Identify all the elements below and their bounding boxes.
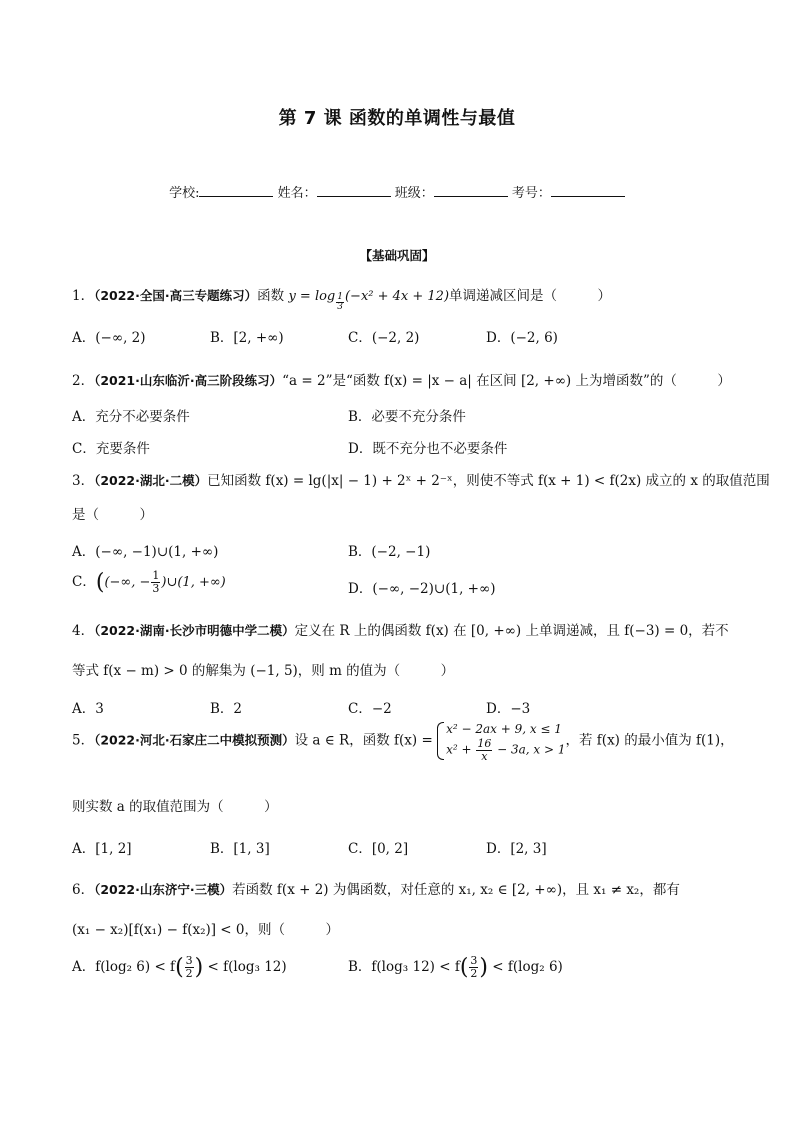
question-5 <box>72 720 734 762</box>
question-2 <box>72 369 731 389</box>
q2-option-b[interactable]: B．必要不充分条件 <box>348 409 466 425</box>
q4-option-c[interactable]: C．−2 <box>348 701 392 717</box>
q3-option-c-paren-open: ( <box>95 570 105 595</box>
q6-option-a-paren-open: ( <box>175 955 184 980</box>
name-blank[interactable] <box>317 184 391 197</box>
q6-option-a-post: < f(log₃ 12) <box>203 959 287 975</box>
exam-number-blank[interactable] <box>551 184 625 197</box>
q3-option-c-pre: (−∞, − <box>104 575 151 590</box>
class-label: 班级： <box>394 186 434 201</box>
q5-piecewise <box>437 720 565 762</box>
q1-option-c[interactable]: C．(−2, 2) <box>348 330 420 346</box>
q1-arg: (−x² + 4x + 12) <box>344 289 450 304</box>
q1-pre: 函数 <box>257 288 285 304</box>
q4-option-b[interactable]: B．2 <box>210 701 243 717</box>
q3-text-line-2: 是（ ） <box>72 507 153 523</box>
q6-text: 若函数 f(x + 2) 为偶函数，对任意的 x₁, x₂ ∈ [2, +∞)，且 x₁ ≠ x₂，都有 <box>232 882 680 898</box>
q1-math <box>288 289 450 312</box>
q3-option-c-label: C． <box>72 574 96 590</box>
q3-frac-den: 3 <box>152 582 160 595</box>
q1-log-base <box>336 293 344 313</box>
q6-option-a-paren-close: ) <box>194 955 204 980</box>
q5-piece-2-a: x² + <box>446 742 476 757</box>
q6-option-b-pre: B．f(log₃ 12) < f <box>348 959 460 975</box>
q1-number: 1． <box>72 288 95 304</box>
q5-piece-2-b: − 3a, x > 1 <box>493 742 566 757</box>
q1-base-num: 1 <box>337 291 343 302</box>
q6-number: 6． <box>72 882 95 898</box>
q4-source: （2022·湖南·长沙市明德中学二模） <box>94 623 295 638</box>
q2-option-a[interactable]: A．充分不必要条件 <box>72 409 190 425</box>
q2-option-c[interactable]: C．充要条件 <box>72 441 150 457</box>
exam-number-label: 考号： <box>511 186 551 201</box>
q6-option-b-paren-close: ) <box>479 955 488 980</box>
q1-log: y = log <box>288 289 336 304</box>
q2-source: （2021·山东临沂·高三阶段练习） <box>94 373 283 388</box>
q3-option-a[interactable]: A．(−∞, −1)∪(1, +∞) <box>72 544 219 560</box>
page-title: 第 7 课 函数的单调性与最值 <box>278 108 516 129</box>
q4-text-line-2: 等式 f(x − m) > 0 的解集为 (−1, 5)，则 m 的值为（ ） <box>72 663 455 679</box>
q3-option-d[interactable]: D．(−∞, −2)∪(1, +∞) <box>348 581 496 597</box>
q2-text: “a = 2”是“函数 f(x) = |x − a| 在区间 [2, +∞) 上为增函数”的（ ） <box>282 373 731 389</box>
q5-brace <box>437 722 444 760</box>
name-label: 姓名： <box>277 186 317 201</box>
q5-text-line-2: 则实数 a 的取值范围为（ ） <box>72 799 278 815</box>
q3-option-b[interactable]: B．(−2, −1) <box>348 544 431 560</box>
q1-source: （2022·全国·高三专题练习） <box>94 288 258 303</box>
q3-option-c-post: )∪(1, +∞) <box>161 575 226 590</box>
q4-option-a[interactable]: A．3 <box>72 701 104 717</box>
q3-text: 已知函数 f(x) = lg(|x| − 1) + 2ˣ + 2⁻ˣ，则使不等式 f(x + 1) < f(2x) 成立的 x 的取值范围 <box>207 473 770 489</box>
q3-option-c-frac <box>151 570 160 594</box>
q1-option-a[interactable]: A．(−∞, 2) <box>72 330 146 346</box>
q4-option-d[interactable]: D．−3 <box>486 701 531 717</box>
class-blank[interactable] <box>434 184 508 197</box>
q6-option-b-paren-open: ( <box>459 955 469 980</box>
q6-b-frac-den: 2 <box>470 967 478 980</box>
q6-option-b-post: < f(log₂ 6) <box>488 959 563 975</box>
q6-option-a-pre: A．f(log₂ 6) < f <box>72 959 176 975</box>
q6-text-line-2: (x₁ − x₂)[f(x₁) − f(x₂)] < 0，则（ ） <box>72 922 340 938</box>
q5-option-a[interactable]: A．[1, 2] <box>72 841 132 857</box>
q5-option-b[interactable]: B．[1, 3] <box>210 841 270 857</box>
question-3 <box>72 469 770 489</box>
q1-option-b[interactable]: B．[2, +∞) <box>210 330 284 346</box>
q5-frac-num: 16 <box>477 737 492 750</box>
q3-source: （2022·湖北·二模） <box>94 473 208 488</box>
q6-b-frac-num: 3 <box>470 954 478 968</box>
q6-a-frac-num: 3 <box>185 954 193 968</box>
question-1 <box>72 284 611 312</box>
q6-source: （2022·山东济宁·三模） <box>94 882 233 897</box>
section-heading: 【基础巩固】 <box>359 248 435 263</box>
q5-option-d[interactable]: D．[2, 3] <box>486 841 547 857</box>
q4-number: 4． <box>72 623 95 639</box>
q5-pre: 设 a ∈ R，函数 f(x) = <box>294 732 438 749</box>
question-4 <box>72 619 729 639</box>
q6-option-b[interactable] <box>348 955 563 980</box>
q5-piece-2 <box>446 738 565 762</box>
q6-a-frac-den: 2 <box>185 967 193 980</box>
q5-option-c[interactable]: C．[0, 2] <box>348 841 409 857</box>
q5-source: （2022·河北·石家庄二中模拟预测） <box>94 732 295 748</box>
question-6 <box>72 878 680 898</box>
q5-number: 5． <box>72 732 95 749</box>
q2-option-d[interactable]: D．既不充分也不必要条件 <box>348 441 508 457</box>
student-info-fields <box>0 182 794 201</box>
q3-option-c[interactable] <box>72 570 226 595</box>
q5-frac-den: x <box>481 749 488 763</box>
q3-frac-num: 1 <box>152 569 160 583</box>
school-blank[interactable] <box>199 184 273 197</box>
q1-option-d[interactable]: D．(−2, 6) <box>486 330 558 346</box>
q6-option-a[interactable] <box>72 955 287 980</box>
q5-piece-2-frac <box>476 738 492 762</box>
q1-post: 单调递减区间是（ ） <box>449 288 612 304</box>
q5-piece-1: x² − 2ax + 9, x ≤ 1 <box>446 722 562 736</box>
q5-post: ，若 f(x) 的最小值为 f(1)， <box>565 732 734 749</box>
q1-base-den: 3 <box>337 302 343 312</box>
q2-number: 2． <box>72 373 95 389</box>
school-label: 学校: <box>169 186 200 201</box>
q3-number: 3． <box>72 473 95 489</box>
q6-option-b-frac <box>469 955 478 979</box>
q4-text: 定义在 R 上的偶函数 f(x) 在 [0, +∞) 上单调递减，且 f(−3) = 0，若不 <box>294 623 729 639</box>
q6-option-a-frac <box>185 955 194 979</box>
